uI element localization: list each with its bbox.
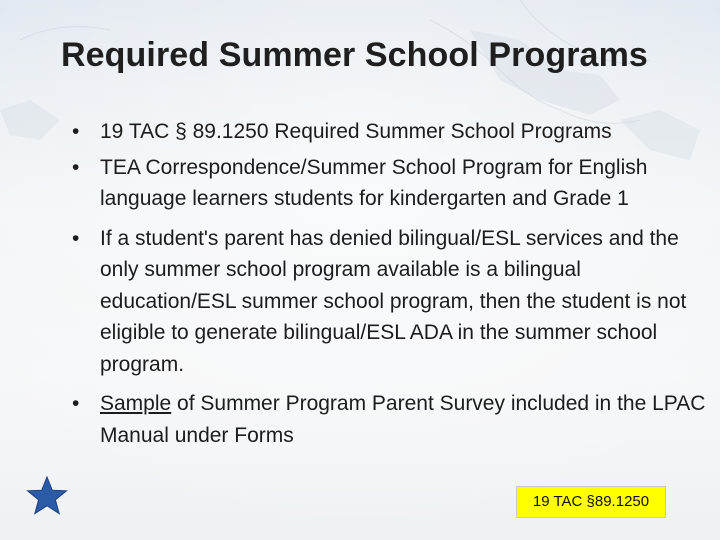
bullet-item [72, 388, 708, 451]
reference-badge: 19 TAC §89.1250 [516, 486, 666, 518]
bullet-item [72, 116, 708, 148]
slide-title: Required Summer School Programs [61, 36, 648, 74]
bullet-item [72, 152, 708, 215]
bullet-text: TEA Correspondence/Summer School Program for English language learners students for kindergarten and Grade 1 [100, 155, 648, 210]
bullet-marker: • [72, 226, 80, 250]
bullet-marker: • [72, 120, 80, 143]
bullet-text: 19 TAC § 89.1250 Required Summer School Programs [100, 120, 612, 143]
bullet-text: If a student's parent has denied bilingual/ESL services and the only summer school program available is a bilingual education/ESL summer school program, then the student is not eligible to generate bilingual/ESL ADA in the summer school program. [100, 226, 687, 376]
bullet-item [72, 223, 708, 381]
bullet-text: of Summer Program Parent Survey included in the LPAC Manual under Forms [100, 392, 706, 447]
bullet-list [72, 116, 708, 451]
bullet-marker: • [72, 392, 80, 415]
sample-link[interactable]: Sample [100, 392, 172, 415]
star-icon[interactable] [26, 475, 68, 517]
bullet-marker: • [72, 155, 80, 179]
